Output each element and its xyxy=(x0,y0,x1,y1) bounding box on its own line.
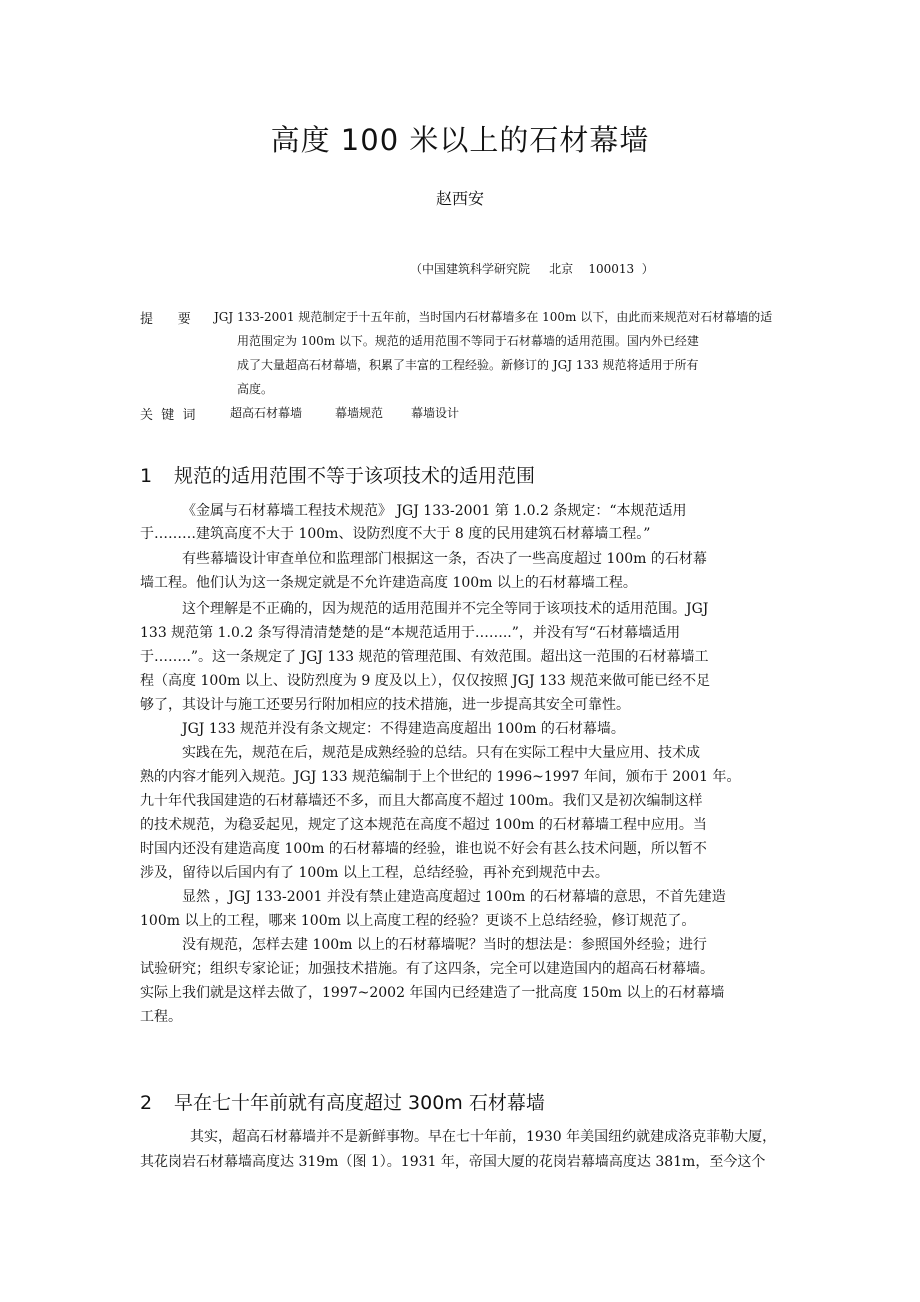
section-number: 1 xyxy=(140,465,153,487)
author-name: 赵西安 xyxy=(435,189,484,208)
paragraph-line: 实践在先，规范在后，规范是成熟经验的总结。只有在实际工程中大量应用、技术成 xyxy=(182,745,700,761)
abstract-line: 用范围定为 100m 以下。规范的适用范围不等同于石材幕墙的适用范围。国内外已经建 xyxy=(237,334,699,348)
paragraph-line: 133 规范第 1.0.2 条写得清清楚楚的是“本规范适用于……..”，并没有写“石材幕墙适用 xyxy=(140,625,681,641)
paragraph-line: 其实，超高石材幕墙并不是新鲜事物。早在七十年前，1930 年美国纽约就建成洛克菲勒大厦， xyxy=(190,1129,777,1145)
paragraph-line: 工程。 xyxy=(140,1009,182,1025)
affiliation: （中国建筑科学研究院 北京 100013 ） xyxy=(410,262,654,276)
abstract-line: 高度。 xyxy=(237,382,274,396)
paragraph-line: 程（高度 100m 以上、设防烈度为 9 度及以上），仅仅按照 JGJ 133 规范来做可能已经不足 xyxy=(140,673,711,689)
section-heading xyxy=(140,461,535,488)
section-number: 2 xyxy=(140,1092,153,1114)
paragraph-line: 这个理解是不正确的，因为规范的适用范围并不完全等同于该项技术的适用范围。JGJ xyxy=(182,601,709,617)
paragraph-line: 涉及，留待以后国内有了 100m 以上工程，总结经验，再补充到规范中去。 xyxy=(140,865,609,881)
paragraph-line: 《金属与石材幕墙工程技术规范》 JGJ 133-2001 第 1.0.2 条规定：“本规范适用 xyxy=(182,503,687,519)
paragraph-line: 实际上我们就是这样去做了，1997~2002 年国内已经建造了一批高度 150m 以上的石材幕墙 xyxy=(140,985,725,1001)
abstract-label: 提 要 xyxy=(140,312,191,327)
document-title: 高度 100 米以上的石材幕墙 xyxy=(270,123,650,157)
paragraph-line: JGJ 133 规范并没有条文规定：不得建造高度超出 100m 的石材幕墙。 xyxy=(182,721,625,737)
paragraph-line: 够了，其设计与施工还要另行附加相应的技术措施，进一步提高其安全可靠性。 xyxy=(140,697,630,713)
paragraph-line: 显然 ，JGJ 133-2001 并没有禁止建造高度超过 100m 的石材幕墙的意思，不首先建造 xyxy=(182,889,726,905)
abstract-line: 成了大量超高石材幕墙，积累了丰富的工程经验。新修订的 JGJ 133 规范将适用于所有 xyxy=(237,358,699,372)
paragraph-line: 墙工程。他们认为这一条规定就是不允许建造高度 100m 以上的石材幕墙工程。 xyxy=(140,575,637,591)
paragraph-line: 时国内还没有建造高度 100m 的石材幕墙的经验，谁也说不好会有甚么技术问题，所以暂不 xyxy=(140,841,707,857)
keyword: 幕墙设计 xyxy=(411,406,460,420)
paragraph-line: 九十年代我国建造的石材幕墙还不多，而且大都高度不超过 100m。我们又是初次编制这样 xyxy=(140,793,703,809)
section-title: 早在七十年前就有高度超过 300m 石材幕墙 xyxy=(174,1092,545,1114)
paragraph-line: 没有规范，怎样去建 100m 以上的石材幕墙呢？当时的想法是：参照国外经验；进行 xyxy=(182,937,707,953)
abstract-line: JGJ 133-2001 规范制定于十五年前，当时国内石材幕墙多在 100m 以下，由此而来规范对石材幕墙的适 xyxy=(214,310,773,324)
section-heading xyxy=(140,1088,545,1115)
keywords-label: 关 键 词 xyxy=(140,408,196,423)
keyword: 超高石材幕墙 xyxy=(230,406,303,420)
paragraph-line: 有些幕墙设计审查单位和监理部门根据这一条，否决了一些高度超过 100m 的石材幕 xyxy=(182,551,707,567)
paragraph-line: 熟的内容才能列入规范。JGJ 133 规范编制于上个世纪的 1996~1997 年间，颁布于 2001 年。 xyxy=(140,769,741,785)
paragraph-line: 其花岗岩石材幕墙高度达 319m（图 1）。1931 年，帝国大厦的花岗岩幕墙高度达 381m，至今这个 xyxy=(140,1154,766,1170)
section-title: 规范的适用范围不等于该项技术的适用范围 xyxy=(174,465,536,487)
paragraph-line: 试验研究；组织专家论证；加强技术措施。有了这四条，完全可以建造国内的超高石材幕墙。 xyxy=(140,961,714,977)
paragraph-line: 于……..”。这一条规定了 JGJ 133 规范的管理范围、有效范围。超出这一范围的石材幕墙工 xyxy=(140,649,709,665)
keyword: 幕墙规范 xyxy=(335,406,384,420)
paragraph-line: 于………建筑高度不大于 100m、设防烈度不大于 8 度的民用建筑石材幕墙工程。” xyxy=(140,526,651,542)
paragraph-line: 100m 以上的工程，哪来 100m 以上高度工程的经验？更谈不上总结经验，修订规范了。 xyxy=(140,913,696,929)
paragraph-line: 的技术规范，为稳妥起见，规定了这本规范在高度不超过 100m 的石材幕墙工程中应用。当 xyxy=(140,817,707,833)
